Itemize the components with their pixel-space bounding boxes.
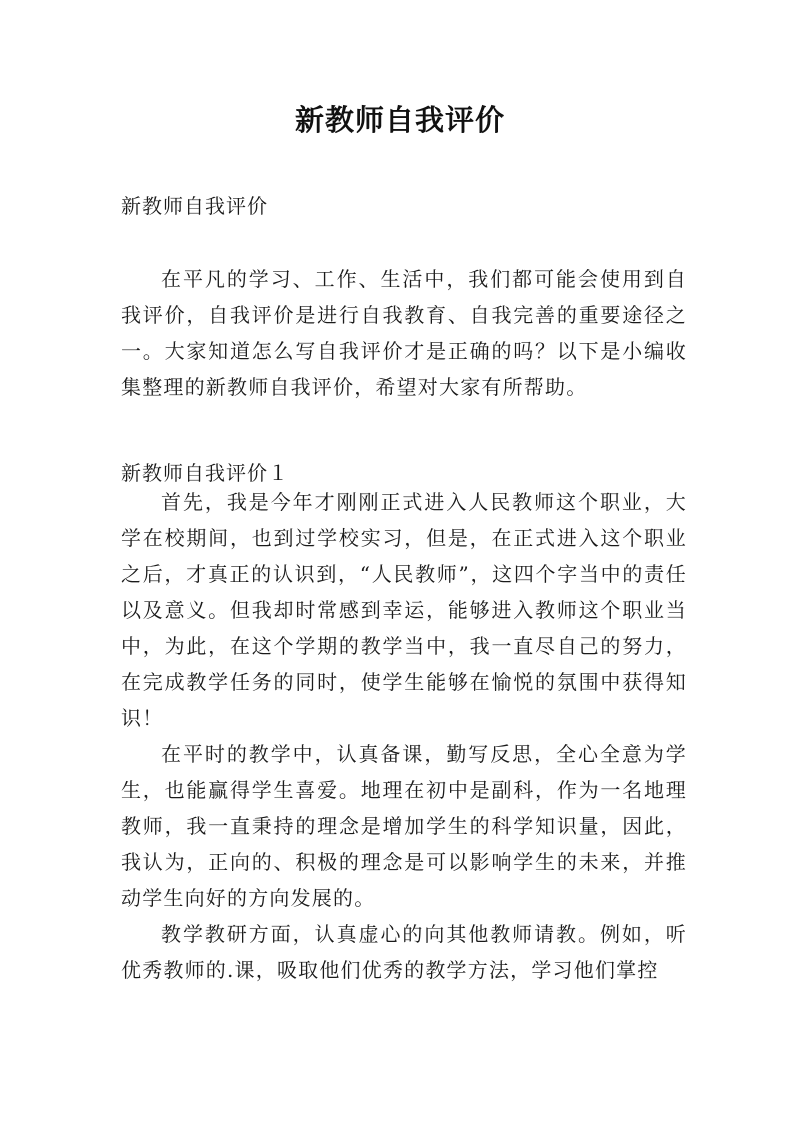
body-paragraph-3: 教学教研方面，认真虚心的向其他教师请教。例如，听优秀教师的.课，吸取他们优秀的教学方法，学习他们掌控 bbox=[121, 922, 687, 982]
section-body bbox=[121, 484, 687, 988]
body-paragraph-1: 首先，我是今年才刚刚正式进入人民教师这个职业，大学在校期间，也到过学校实习，但是，在正式进入这个职业之后，才真正的认识到，“人民教师”，这四个字当中的责任以及意义。但我却时常感到幸运，能够进入教师这个职业当中，为此，在这个学期的教学当中，我一直尽自己的努力，在完成教学任务的同时，使学生能够在愉悦的氛围中获得知识！ bbox=[121, 490, 687, 730]
document-subtitle: 新教师自我评价 bbox=[121, 194, 268, 218]
intro-paragraph: 在平凡的学习、工作、生活中，我们都可能会使用到自我评价，自我评价是进行自我教育、自我完善的重要途径之一。大家知道怎么写自我评价才是正确的吗？以下是小编收集整理的新教师自我评价，希望对大家有所帮助。 bbox=[121, 267, 687, 399]
intro-section bbox=[121, 261, 687, 405]
body-paragraph-2: 在平时的教学中，认真备课，勤写反思，全心全意为学生，也能赢得学生喜爱。地理在初中是副科，作为一名地理教师，我一直秉持的理念是增加学生的科学知识量，因此，我认为，正向的、积极的理念是可以影响学生的未来，并推动学生向好的方向发展的。 bbox=[121, 742, 687, 910]
document-title: 新教师自我评价 bbox=[294, 103, 505, 137]
section-heading: 新教师自我评价１ bbox=[121, 461, 289, 485]
